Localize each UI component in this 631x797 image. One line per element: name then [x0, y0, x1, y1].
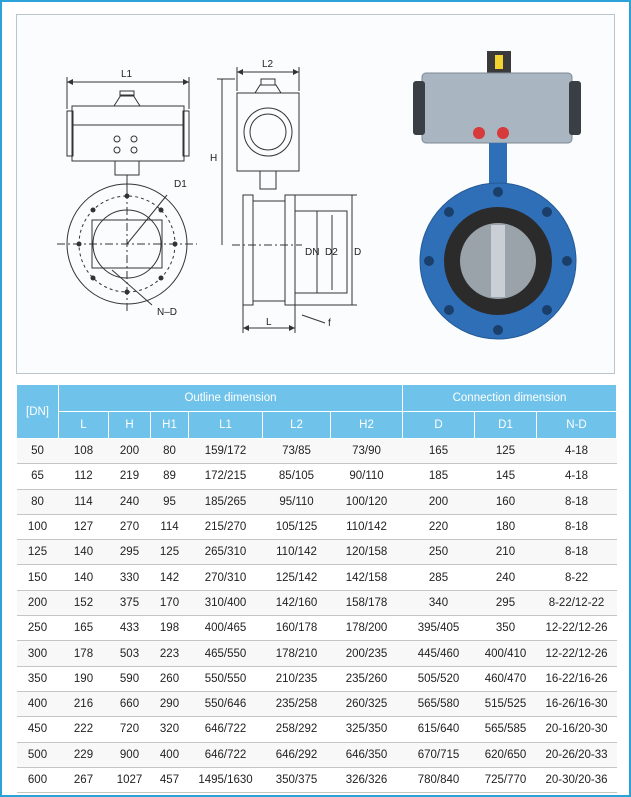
table-cell: 330	[109, 565, 151, 590]
table-cell: 270/310	[189, 565, 263, 590]
header-connection-dimension: Connection dimension	[403, 385, 617, 412]
table-row	[17, 565, 617, 590]
header-dn: [DN]	[17, 385, 59, 439]
table-cell: 395/405	[403, 616, 475, 641]
table-cell: 20-30/20-36	[537, 767, 617, 792]
table-cell: 100/120	[331, 489, 403, 514]
table-cell: 178/210	[263, 641, 331, 666]
table-cell: 590	[109, 666, 151, 691]
table-cell: 127	[59, 514, 109, 539]
table-cell: 165	[59, 616, 109, 641]
table-cell: 215/270	[189, 514, 263, 539]
label-L: L	[266, 317, 272, 328]
table-cell: 445/460	[403, 641, 475, 666]
table-row	[17, 641, 617, 666]
table-cell: 325/350	[331, 717, 403, 742]
table-cell: 310/400	[189, 590, 263, 615]
table-cell: 160/178	[263, 616, 331, 641]
table-cell: 258/292	[263, 717, 331, 742]
table-cell: 8-18	[537, 489, 617, 514]
table-cell: 300	[17, 641, 59, 666]
table-cell: 400	[151, 742, 189, 767]
column-header-d1: D1	[475, 412, 537, 439]
table-row	[17, 666, 617, 691]
table-cell: 8-18	[537, 514, 617, 539]
table-row	[17, 767, 617, 792]
table-row	[17, 540, 617, 565]
table-cell: 267	[59, 767, 109, 792]
dimension-table-container	[16, 384, 616, 793]
table-cell: 200/235	[331, 641, 403, 666]
table-cell: 240	[475, 565, 537, 590]
table-row	[17, 464, 617, 489]
table-cell: 158/178	[331, 590, 403, 615]
table-cell: 646/722	[189, 742, 263, 767]
table-cell: 646/350	[331, 742, 403, 767]
table-cell: 460/470	[475, 666, 537, 691]
table-cell: 219	[109, 464, 151, 489]
table-cell: 505/520	[403, 666, 475, 691]
table-cell: 515/525	[475, 691, 537, 716]
table-cell: 250	[17, 616, 59, 641]
table-cell: 105/125	[263, 514, 331, 539]
technical-drawing-panel	[16, 14, 615, 374]
table-cell: 210/235	[263, 666, 331, 691]
column-header-h2: H2	[331, 412, 403, 439]
column-header-d: D	[403, 412, 475, 439]
table-cell: 200	[109, 439, 151, 464]
table-cell: 340	[403, 590, 475, 615]
table-cell: 185/265	[189, 489, 263, 514]
table-cell: 900	[109, 742, 151, 767]
table-cell: 178/200	[331, 616, 403, 641]
label-H: H	[210, 153, 218, 164]
table-cell: 89	[151, 464, 189, 489]
table-cell: 350	[475, 616, 537, 641]
actuator-side-body	[237, 93, 299, 171]
table-cell: 159/172	[189, 439, 263, 464]
table-cell: 16-22/16-26	[537, 666, 617, 691]
table-cell: 260	[151, 666, 189, 691]
table-row	[17, 616, 617, 641]
table-cell: 615/640	[403, 717, 475, 742]
table-cell: 8-22/12-22	[537, 590, 617, 615]
table-cell: 120/158	[331, 540, 403, 565]
label-DN: DN	[305, 247, 320, 258]
table-cell: 326/326	[331, 767, 403, 792]
table-cell: 90/110	[331, 464, 403, 489]
table-cell: 265/310	[189, 540, 263, 565]
table-row	[17, 439, 617, 464]
table-row	[17, 590, 617, 615]
table-row	[17, 717, 617, 742]
table-cell: 620/650	[475, 742, 537, 767]
table-row	[17, 742, 617, 767]
table-cell: 112	[59, 464, 109, 489]
table-cell: 145	[475, 464, 537, 489]
label-N-D: N–D	[157, 307, 178, 318]
label-D1: D1	[174, 179, 187, 190]
table-cell: 375	[109, 590, 151, 615]
table-cell: 114	[59, 489, 109, 514]
table-cell: 73/85	[263, 439, 331, 464]
table-cell: 400/410	[475, 641, 537, 666]
table-cell: 670/715	[403, 742, 475, 767]
table-cell: 95	[151, 489, 189, 514]
table-cell: 270	[109, 514, 151, 539]
table-cell: 100	[17, 514, 59, 539]
table-cell: 720	[109, 717, 151, 742]
table-cell: 260/325	[331, 691, 403, 716]
table-cell: 125	[17, 540, 59, 565]
table-cell: 1027	[109, 767, 151, 792]
table-cell: 222	[59, 717, 109, 742]
table-cell: 229	[59, 742, 109, 767]
table-cell: 190	[59, 666, 109, 691]
table-cell: 250	[403, 540, 475, 565]
table-cell: 503	[109, 641, 151, 666]
table-cell: 4-18	[537, 464, 617, 489]
table-cell: 400/465	[189, 616, 263, 641]
table-cell: 95/110	[263, 489, 331, 514]
column-header-l2: L2	[263, 412, 331, 439]
table-cell: 110/142	[331, 514, 403, 539]
label-L1: L1	[121, 69, 133, 80]
table-cell: 295	[475, 590, 537, 615]
table-cell: 73/90	[331, 439, 403, 464]
table-cell: 4-18	[537, 439, 617, 464]
table-cell: 180	[475, 514, 537, 539]
table-cell: 725/770	[475, 767, 537, 792]
table-cell: 125/142	[263, 565, 331, 590]
table-cell: 457	[151, 767, 189, 792]
table-cell: 433	[109, 616, 151, 641]
table-cell: 16-26/16-30	[537, 691, 617, 716]
table-cell: 565/580	[403, 691, 475, 716]
table-row	[17, 691, 617, 716]
table-cell: 235/260	[331, 666, 403, 691]
table-cell: 165	[403, 439, 475, 464]
table-cell: 170	[151, 590, 189, 615]
table-cell: 550/646	[189, 691, 263, 716]
table-cell: 125	[475, 439, 537, 464]
table-cell: 65	[17, 464, 59, 489]
table-cell: 140	[59, 565, 109, 590]
table-cell: 550/550	[189, 666, 263, 691]
table-cell: 125	[151, 540, 189, 565]
label-f: f	[328, 318, 331, 329]
dimension-table	[16, 384, 617, 793]
table-cell: 152	[59, 590, 109, 615]
table-cell: 216	[59, 691, 109, 716]
table-cell: 600	[17, 767, 59, 792]
table-cell: 142/158	[331, 565, 403, 590]
table-cell: 160	[475, 489, 537, 514]
table-cell: 350/375	[263, 767, 331, 792]
label-D: D	[354, 247, 362, 258]
label-D2: D2	[325, 247, 338, 258]
table-cell: 200	[17, 590, 59, 615]
table-cell: 8-22	[537, 565, 617, 590]
table-cell: 80	[17, 489, 59, 514]
table-cell: 108	[59, 439, 109, 464]
table-cell: 85/105	[263, 464, 331, 489]
table-cell: 646/292	[263, 742, 331, 767]
table-cell: 223	[151, 641, 189, 666]
table-cell: 20-16/20-30	[537, 717, 617, 742]
table-cell: 780/840	[403, 767, 475, 792]
column-header-n-d: N-D	[537, 412, 617, 439]
table-cell: 20-26/20-33	[537, 742, 617, 767]
table-cell: 500	[17, 742, 59, 767]
header-outline-dimension: Outline dimension	[59, 385, 403, 412]
column-header-h1: H1	[151, 412, 189, 439]
column-header-l: L	[59, 412, 109, 439]
actuator-front-body	[72, 106, 184, 161]
table-cell: 565/585	[475, 717, 537, 742]
column-header-h: H	[109, 412, 151, 439]
table-cell: 80	[151, 439, 189, 464]
table-cell: 285	[403, 565, 475, 590]
table-cell: 8-18	[537, 540, 617, 565]
table-cell: 1495/1630	[189, 767, 263, 792]
table-cell: 320	[151, 717, 189, 742]
table-cell: 660	[109, 691, 151, 716]
table-row	[17, 514, 617, 539]
valve-photo	[413, 51, 581, 339]
table-cell: 114	[151, 514, 189, 539]
table-cell: 142	[151, 565, 189, 590]
table-cell: 142/160	[263, 590, 331, 615]
table-cell: 12-22/12-26	[537, 641, 617, 666]
table-cell: 400	[17, 691, 59, 716]
table-cell: 450	[17, 717, 59, 742]
table-cell: 290	[151, 691, 189, 716]
table-cell: 198	[151, 616, 189, 641]
column-header-l1: L1	[189, 412, 263, 439]
table-row	[17, 489, 617, 514]
table-cell: 646/722	[189, 717, 263, 742]
table-cell: 50	[17, 439, 59, 464]
table-cell: 12-22/12-26	[537, 616, 617, 641]
table-cell: 350	[17, 666, 59, 691]
table-cell: 295	[109, 540, 151, 565]
table-cell: 235/258	[263, 691, 331, 716]
table-cell: 150	[17, 565, 59, 590]
label-L2: L2	[262, 59, 274, 70]
table-cell: 140	[59, 540, 109, 565]
table-cell: 200	[403, 489, 475, 514]
table-cell: 210	[475, 540, 537, 565]
table-cell: 110/142	[263, 540, 331, 565]
table-cell: 185	[403, 464, 475, 489]
table-cell: 178	[59, 641, 109, 666]
table-cell: 172/215	[189, 464, 263, 489]
dimension-drawing	[17, 15, 614, 373]
table-cell: 240	[109, 489, 151, 514]
table-cell: 220	[403, 514, 475, 539]
table-cell: 465/550	[189, 641, 263, 666]
